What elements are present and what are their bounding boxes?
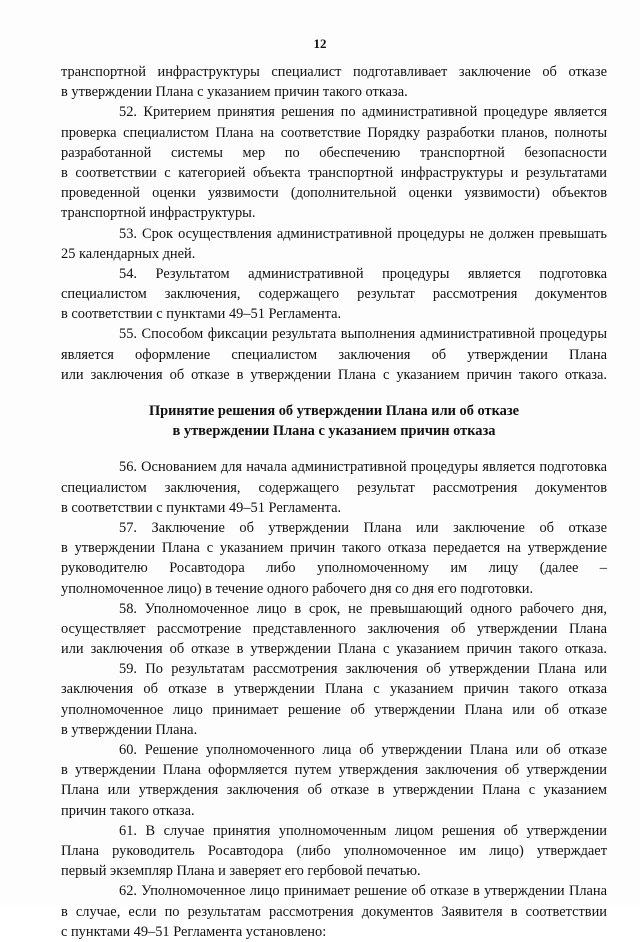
text-line: в утверждении Плана. — [61, 721, 198, 738]
text-line: транспортной инфраструктуры специалист подготавливает заключение об отказе — [61, 64, 607, 80]
section-heading-line: Принятие решения об утверждении Плана или об отказе — [148, 403, 520, 419]
text-line: транспортной инфраструктуры. — [61, 205, 256, 222]
text-line: в соответствии с категорией объекта транспортной инфраструктуры и результатами — [61, 164, 607, 181]
text-line: в утверждении Плана с указанием причин такого отказа передается на утверждение — [61, 540, 607, 557]
text-line: руководителю Росавтодора либо уполномоченному им лицу (далее – — [61, 560, 607, 577]
text-line: 61. В случае принятия уполномоченным лицом решения об утверждении — [119, 822, 607, 839]
text-line: проведенной оценки уязвимости (дополнительной оценки уязвимости) объектов — [61, 185, 607, 202]
section-spacer — [61, 441, 607, 457]
text-line: проверка специалистом Плана на соответствие Порядку разработки планов, полноты — [61, 124, 607, 141]
text-line: первый экземпляр Плана и заверяет его гербовой печатью. — [61, 863, 421, 880]
page-number: 12 — [313, 36, 327, 51]
section-spacer — [61, 385, 607, 401]
text-line: 59. По результатам рассмотрения заключения об утверждении Плана или — [119, 661, 607, 678]
document-body — [61, 62, 607, 942]
section-heading-line: в утверждении Плана с указанием причин отказа — [172, 423, 496, 440]
text-line: Плана или утверждения заключения об отказе в утверждении Плана с указанием — [61, 782, 607, 799]
text-line: 60. Решение уполномоченного лица об утверждении Плана или об отказе — [119, 742, 607, 758]
text-line: 57. Заключение об утверждении Плана или заключение об отказе — [119, 519, 607, 536]
text-line: уполномоченное лицо) в течение одного рабочего дня со дня его подготовки. — [61, 580, 534, 597]
text-line: в соответствии с пунктами 49–51 Регламента. — [61, 499, 342, 516]
text-line: 25 календарных дней. — [61, 245, 196, 262]
text-line: в утверждении Плана оформляется путем утверждения заключения об утверждении — [61, 762, 607, 779]
text-line: Плана руководитель Росавтодора (либо уполномоченное им лицо) утверждает — [61, 842, 607, 859]
text-line: специалистом заключения, содержащего результат рассмотрения документов — [61, 479, 607, 496]
text-line: осуществляет рассмотрение представленного заключения об утверждении Плана — [61, 620, 607, 637]
text-line: уполномоченное лицо принимает решение об утверждении Плана или об отказе — [61, 701, 607, 718]
text-line: 55. Способом фиксации результата выполнения административной процедуры — [119, 326, 607, 343]
text-line: 52. Критерием принятия решения по административной процедуре является — [119, 104, 607, 121]
text-line: причин такого отказа. — [61, 802, 195, 819]
text-line: специалистом заключения, содержащего результат рассмотрения документов — [61, 286, 607, 303]
text-line: заключения об отказе в утверждении Плана с указанием причин такого отказа — [61, 681, 607, 698]
text-line: 54. Результатом административной процедуры является подготовка — [119, 265, 607, 282]
text-line: 56. Основанием для начала административной процедуры является подготовка — [119, 459, 607, 476]
text-line: является оформление специалистом заключения об утверждении Плана — [61, 346, 607, 363]
text-line: или заключения об отказе в утверждении Плана с указанием причин такого отказа. — [61, 641, 607, 658]
text-line: 62. Уполномоченное лицо принимает решение об отказе в утверждении Плана — [119, 883, 607, 900]
text-line: разработанной системы мер по обеспечению транспортной безопасности — [61, 144, 607, 161]
text-line: в утверждении Плана с указанием причин такого отказа. — [61, 84, 408, 101]
text-line: или заключения об отказе в утверждении Плана с указанием причин такого отказа. — [61, 366, 607, 383]
text-line: 58. Уполномоченное лицо в срок, не превышающий одного рабочего дня, — [119, 600, 607, 617]
text-line: в соответствии с пунктами 49–51 Регламента. — [61, 306, 342, 323]
text-line: в случае, если по результатам рассмотрения документов Заявителя в соответствии — [61, 903, 607, 920]
text-line: с пунктами 49–51 Регламента установлено: — [61, 923, 327, 940]
text-line: 53. Срок осуществления административной процедуры не должен превышать — [119, 225, 607, 242]
